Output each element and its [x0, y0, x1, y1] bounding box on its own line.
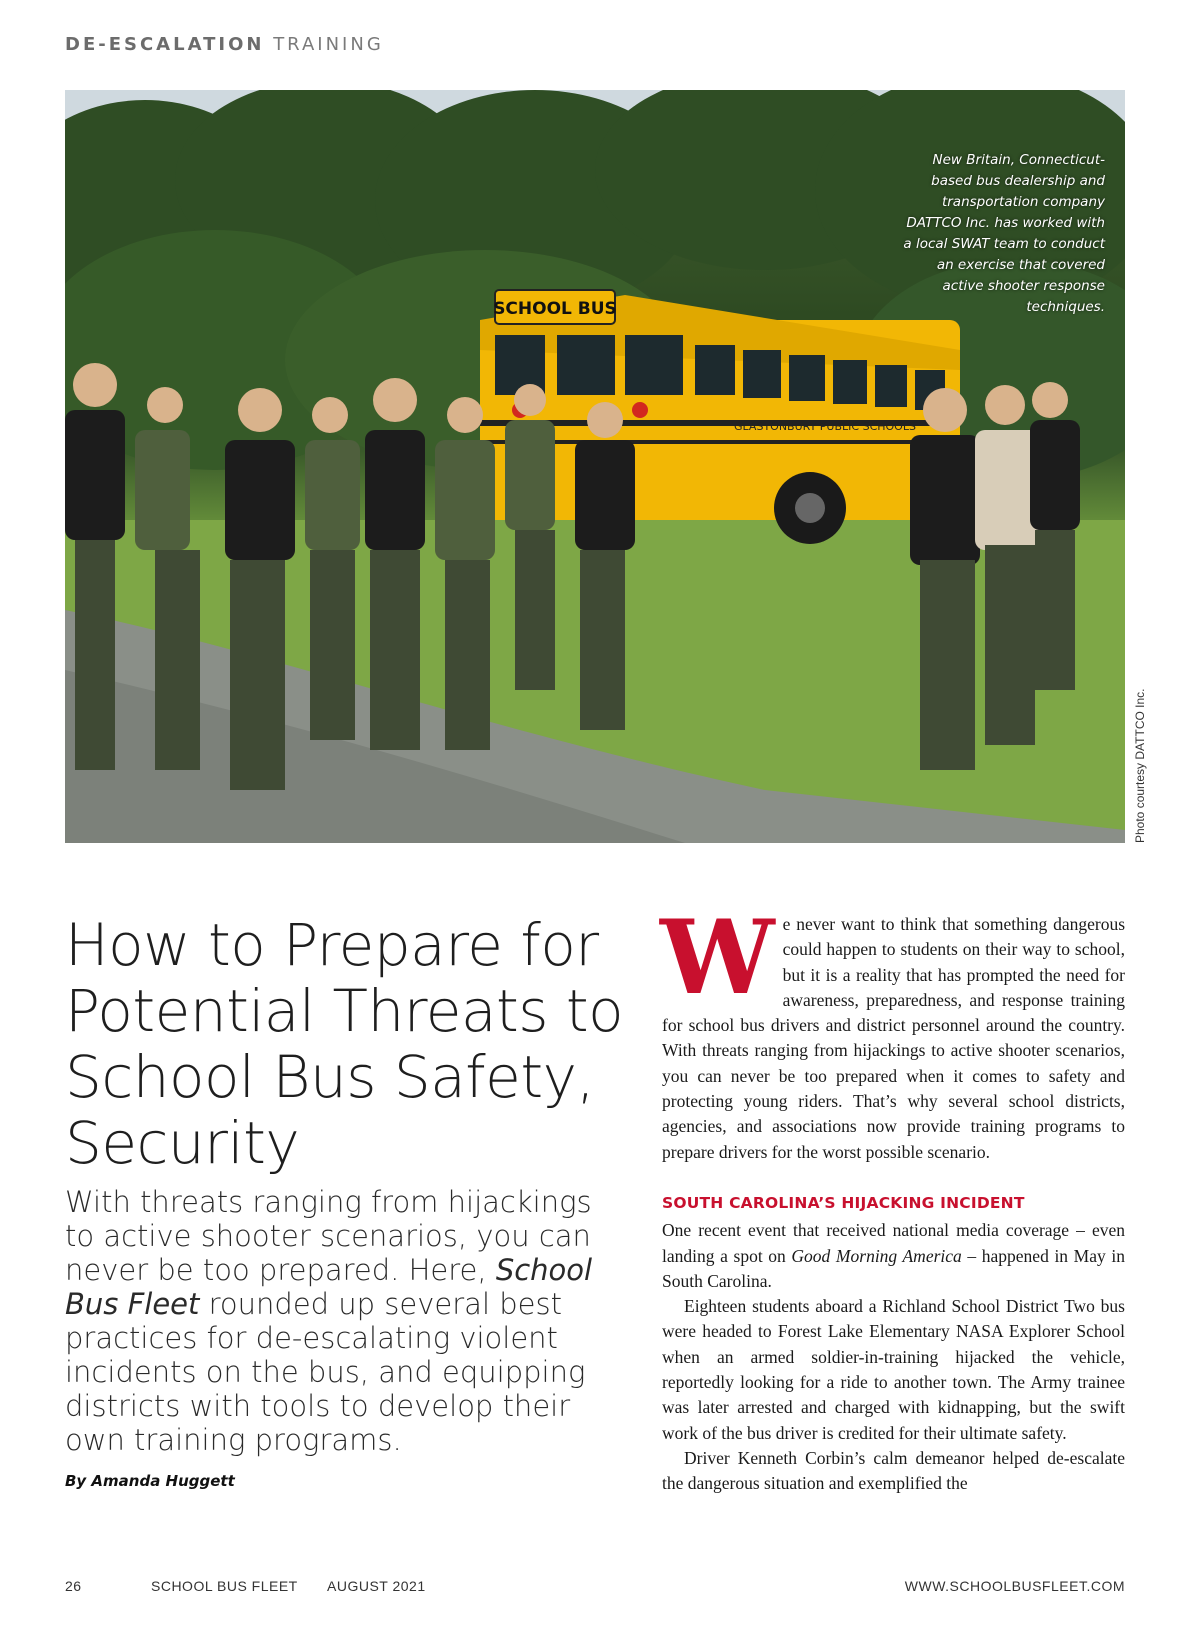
body-paragraph-2 — [662, 1218, 1125, 1294]
body-paragraph-3: Eighteen students aboard a Richland School District Two bus were headed to Forest Lake Elementary NASA Explorer School when an armed soldier-in-training hijacked the vehicle, reportedly looking for a ride to another town. The Army trainee was later arrested and charged with kidnapping, but the swift work of the bus driver is credited for their ultimate safety. — [662, 1296, 1125, 1443]
article-body — [660, 898, 1125, 1497]
deck-publication-name: School Bus Fleet — [65, 1253, 593, 1321]
publication-name: SCHOOL BUS FLEET — [151, 1578, 298, 1594]
section-header-secondary: TRAINING — [273, 34, 384, 55]
section-header — [65, 34, 384, 55]
p2-text-1: One recent event that received national media coverage – even landing a spot on — [662, 1220, 1125, 1266]
article-deck — [65, 1185, 605, 1457]
article-byline: By Amanda Huggett — [65, 1472, 235, 1490]
drop-cap: W — [660, 898, 775, 1018]
section-header-primary: DE-ESCALATION — [65, 34, 265, 55]
article-photo — [65, 90, 1125, 843]
body-paragraph-4: Driver Kenneth Corbin’s calm demeanor helped de-escalate the dangerous situation and exemplified the — [662, 1447, 1125, 1494]
bus-side-text: GLASTONBURY PUBLIC SCHOOLS — [734, 420, 916, 433]
bus-sign-text: SCHOOL BUS — [493, 299, 617, 319]
issue-date: AUGUST 2021 — [327, 1578, 426, 1594]
page-footer — [65, 1578, 1125, 1598]
section-subhead: SOUTH CAROLINA’S HIJACKING INCIDENT — [662, 1193, 1025, 1212]
website-url: WWW.SCHOOLBUSFLEET.COM — [904, 1578, 1125, 1594]
article-headline: How to Prepare for Potential Threats to School Bus Safety, Security — [65, 911, 624, 1177]
page-number: 26 — [65, 1578, 82, 1594]
photo-credit: Photo courtesy DATTCO Inc. — [1133, 688, 1147, 843]
intro-paragraph — [660, 898, 1125, 1165]
deck-text-2: rounded up several best practices for de-escalating violent incidents on the bus, and equipping districts with tools to develop their own training programs. — [65, 1287, 586, 1457]
photo-caption: New Britain, Connecticut-based bus dealership and transportation company DATTCO Inc. has worked with a local SWAT team to conduct an exercise that covered active shooter response techniques. — [903, 152, 1105, 315]
intro-text: e never want to think that something dangerous could happen to students on their way to school, but it is a reality that has prompted the need for awareness, preparedness, and response training for school bus drivers and district personnel around the country. With threats ranging from hijackings to active shooter scenarios, you can never be too prepared when it comes to safety and protecting young riders. That’s why several school districts, agencies, and associations now provide training programs to prepare drivers for the worst possible scenario. — [662, 914, 1125, 1162]
p2-show-name: Good Morning America — [791, 1245, 962, 1266]
p2-text-2: – happened in May in South Carolina. — [662, 1245, 1125, 1291]
deck-text-1: With threats ranging from hijackings to active shooter scenarios, you can never be too prepared. Here, — [65, 1185, 592, 1287]
